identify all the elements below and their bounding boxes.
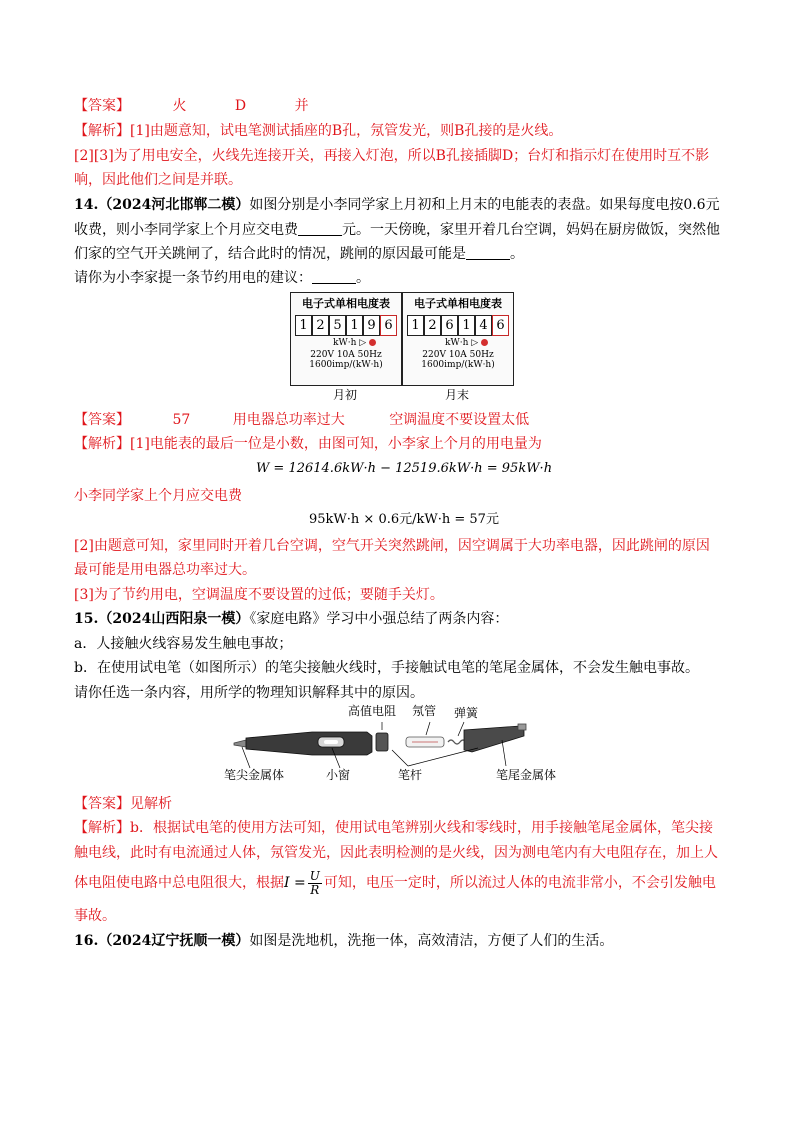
q15-answer-line: [74, 794, 734, 814]
q16-stem-line-1: [74, 931, 734, 951]
answer-2: 用电器总功率过大: [232, 412, 345, 428]
meter-digits: [407, 315, 513, 336]
meter-digit-decimal: 6: [492, 315, 509, 336]
formula-energy: W = 12614.6kW·h − 12519.6kW·h = 95kW·h: [255, 461, 553, 476]
meter-title: 电子式单相电度表: [414, 297, 502, 310]
meter-end: [402, 292, 514, 386]
q14-analysis-line-3: [2]由题意可知，家里同时开着几台空调，空气开关突然跳闸，因空调属于大功率电器，因此跳闸的原因: [74, 538, 710, 554]
formula-ohm-lhs: I =: [284, 875, 306, 891]
indicator-light-icon: [369, 339, 376, 346]
answer-1: 火: [172, 98, 187, 114]
q15-stem-b: b．在使用试电笔（如图所示）的笔尖接触火线时，手接触试电笔的笔尾金属体，不会发生触电事故。: [74, 660, 699, 676]
answer-tag: 【答案】: [74, 98, 130, 114]
q14-stem-line-2: [74, 220, 734, 240]
q15-analysis-line-4: 事故。: [74, 908, 116, 924]
answer-1: 57: [172, 412, 191, 428]
q14-stem-line-3: [74, 244, 734, 264]
answer-blank: [312, 269, 356, 284]
meter-digit: 2: [312, 315, 329, 336]
answer-blank: [466, 245, 510, 260]
q15-stem-c: 请你任选一条内容，用所学的物理知识解释其中的原因。: [74, 685, 424, 701]
meter-imp: 1600imp/(kW·h): [421, 360, 495, 370]
stem-text: 如图分别是小李同学家上月初和上月末的电能表的表盘。如果每度电按0.6元: [249, 197, 720, 213]
answer-text: 见解析: [130, 796, 172, 812]
q13-answer-line: [74, 96, 734, 116]
meter-digit: 2: [424, 315, 441, 336]
meter-unit: kW·h ▷: [333, 338, 401, 348]
q15-analysis-line-2: 触电线，此时有电流通过人体，氖管发光，因此表明检测的是火线，因为测电笔内有大电阻存在，加上人: [74, 845, 718, 861]
q14-stem-line-1: [74, 195, 734, 215]
q13-analysis-line-3: 响，因此他们之间是并联。: [74, 172, 242, 188]
meter-digit: 5: [329, 315, 346, 336]
formula-cost: 95kW·h × 0.6元/kW·h = 57元: [309, 512, 499, 527]
test-pen-figure: [224, 700, 557, 790]
q15-analysis-line-3: [74, 868, 734, 898]
q13-analysis-line-1: [74, 121, 734, 141]
q14-stem-line-4: [74, 268, 734, 288]
q15-stem-a: a．人接触火线容易发生触电事故；: [74, 636, 293, 652]
q15-stem-line-1: [74, 609, 734, 629]
q14-analysis-line-5: [3]为了节约用电，空调温度不要设置的过低；要随手关灯。: [74, 587, 444, 603]
meter-digit: 1: [407, 315, 424, 336]
stem-text: 元。一天傍晚，家里开着几台空调，妈妈在厨房做饭，突然他: [342, 222, 720, 238]
meter-digit: 1: [458, 315, 475, 336]
analysis-text: [1]电能表的最后一位是小数，由图可知，小李家上个月的用电量为: [130, 436, 542, 452]
meter-unit: kW·h ▷: [445, 338, 513, 348]
label-small-window: 小窗: [326, 768, 351, 782]
stem-text: 们家的空气开关跳闸了，结合此时的情况，跳闸的原因最可能是: [74, 246, 466, 262]
answer-tag: 【答案】: [74, 412, 130, 428]
analysis-text: 体电阻使电路中总电阻很大，根据: [74, 875, 284, 891]
meter-spec: 220V 10A 50Hz: [310, 350, 382, 360]
meter-digits: [295, 315, 401, 336]
question-source: （2024山西阳泉一模）: [98, 611, 250, 627]
q14-analysis-line-1: [74, 434, 734, 454]
meter-digit: 9: [363, 315, 380, 336]
label-high-resistor: 高值电阻: [348, 704, 397, 718]
label-spring: 弹簧: [454, 706, 479, 720]
question-source: （2024河北邯郸二模）: [98, 197, 250, 213]
label-tail-metal: 笔尾金属体: [496, 768, 557, 782]
meter-unit-text: kW·h: [445, 338, 469, 348]
q14-analysis-line-2: 小李同学家上个月应交电费: [74, 488, 242, 504]
analysis-text: [1]由题意知，试电笔测试插座的B孔，氖管发光，则B孔接的是火线。: [130, 123, 563, 139]
answer-3: 并: [294, 98, 309, 114]
meter-digit: 4: [475, 315, 492, 336]
formula-denominator: R: [310, 882, 320, 897]
answer-blank: [298, 221, 342, 236]
analysis-tag: 【解析】: [74, 436, 130, 452]
answer-2: D: [234, 98, 247, 114]
meter-spec: 220V 10A 50Hz: [422, 350, 494, 360]
question-number: 15.: [74, 611, 99, 627]
analysis-text: 可知，电压一定时，所以流过人体的电流非常小，不会引发触电: [323, 875, 716, 891]
q14-answer-line: [74, 410, 734, 430]
meter-start: [290, 292, 402, 386]
label-neon-tube: 氖管: [412, 704, 437, 718]
analysis-text: b．根据试电笔的使用方法可知，使用试电笔辨别火线和零线时，用手接触笔尾金属体，笔尖接: [130, 820, 713, 836]
meter-digit: 1: [295, 315, 312, 336]
answer-tag: 【答案】: [74, 796, 130, 812]
meter-figure: [290, 292, 514, 404]
q14-analysis-line-4: 最可能是用电器总功率过大。: [74, 562, 256, 578]
label-tip-metal: 笔尖金属体: [224, 768, 285, 782]
formula-ohm-fraction: [308, 870, 322, 897]
stem-text: 。: [510, 246, 524, 262]
meter-unit-text: kW·h: [333, 338, 357, 348]
stem-text: 《家庭电路》学习中小强总结了两条内容：: [249, 611, 509, 627]
answer-3: 空调温度不要设置太低: [389, 412, 530, 428]
formula-numerator: U: [309, 868, 320, 883]
question-number: 16.: [74, 933, 99, 949]
q15-analysis-line-1: [74, 818, 734, 838]
meter-digit: 6: [441, 315, 458, 336]
question-source: （2024辽宁抚顺一模）: [98, 933, 250, 949]
analysis-tag: 【解析】: [74, 820, 130, 836]
question-number: 14.: [74, 197, 99, 213]
label-pen-rod: 笔杆: [398, 768, 423, 782]
stem-text: 如图是洗地机，洗拖一体，高效清洁，方便了人们的生活。: [249, 933, 614, 949]
meter-digit-decimal: 6: [380, 315, 397, 336]
stem-text: 请你为小李家提一条节约用电的建议：: [74, 270, 312, 286]
stem-text: 收费，则小李同学家上个月应交电费: [74, 222, 298, 238]
indicator-light-icon: [481, 339, 488, 346]
analysis-tag: 【解析】: [74, 123, 130, 139]
caption-start: 月初: [332, 388, 357, 402]
caption-end: 月末: [444, 388, 469, 402]
meter-title: 电子式单相电度表: [302, 297, 390, 310]
meter-imp: 1600imp/(kW·h): [309, 360, 383, 370]
meter-digit: 1: [346, 315, 363, 336]
q13-analysis-line-2: [2][3]为了用电安全，火线先连接开关，再接入灯泡，所以B孔接插脚D；台灯和指示灯在使用时互不影: [74, 148, 710, 164]
stem-text: 。: [356, 270, 370, 286]
